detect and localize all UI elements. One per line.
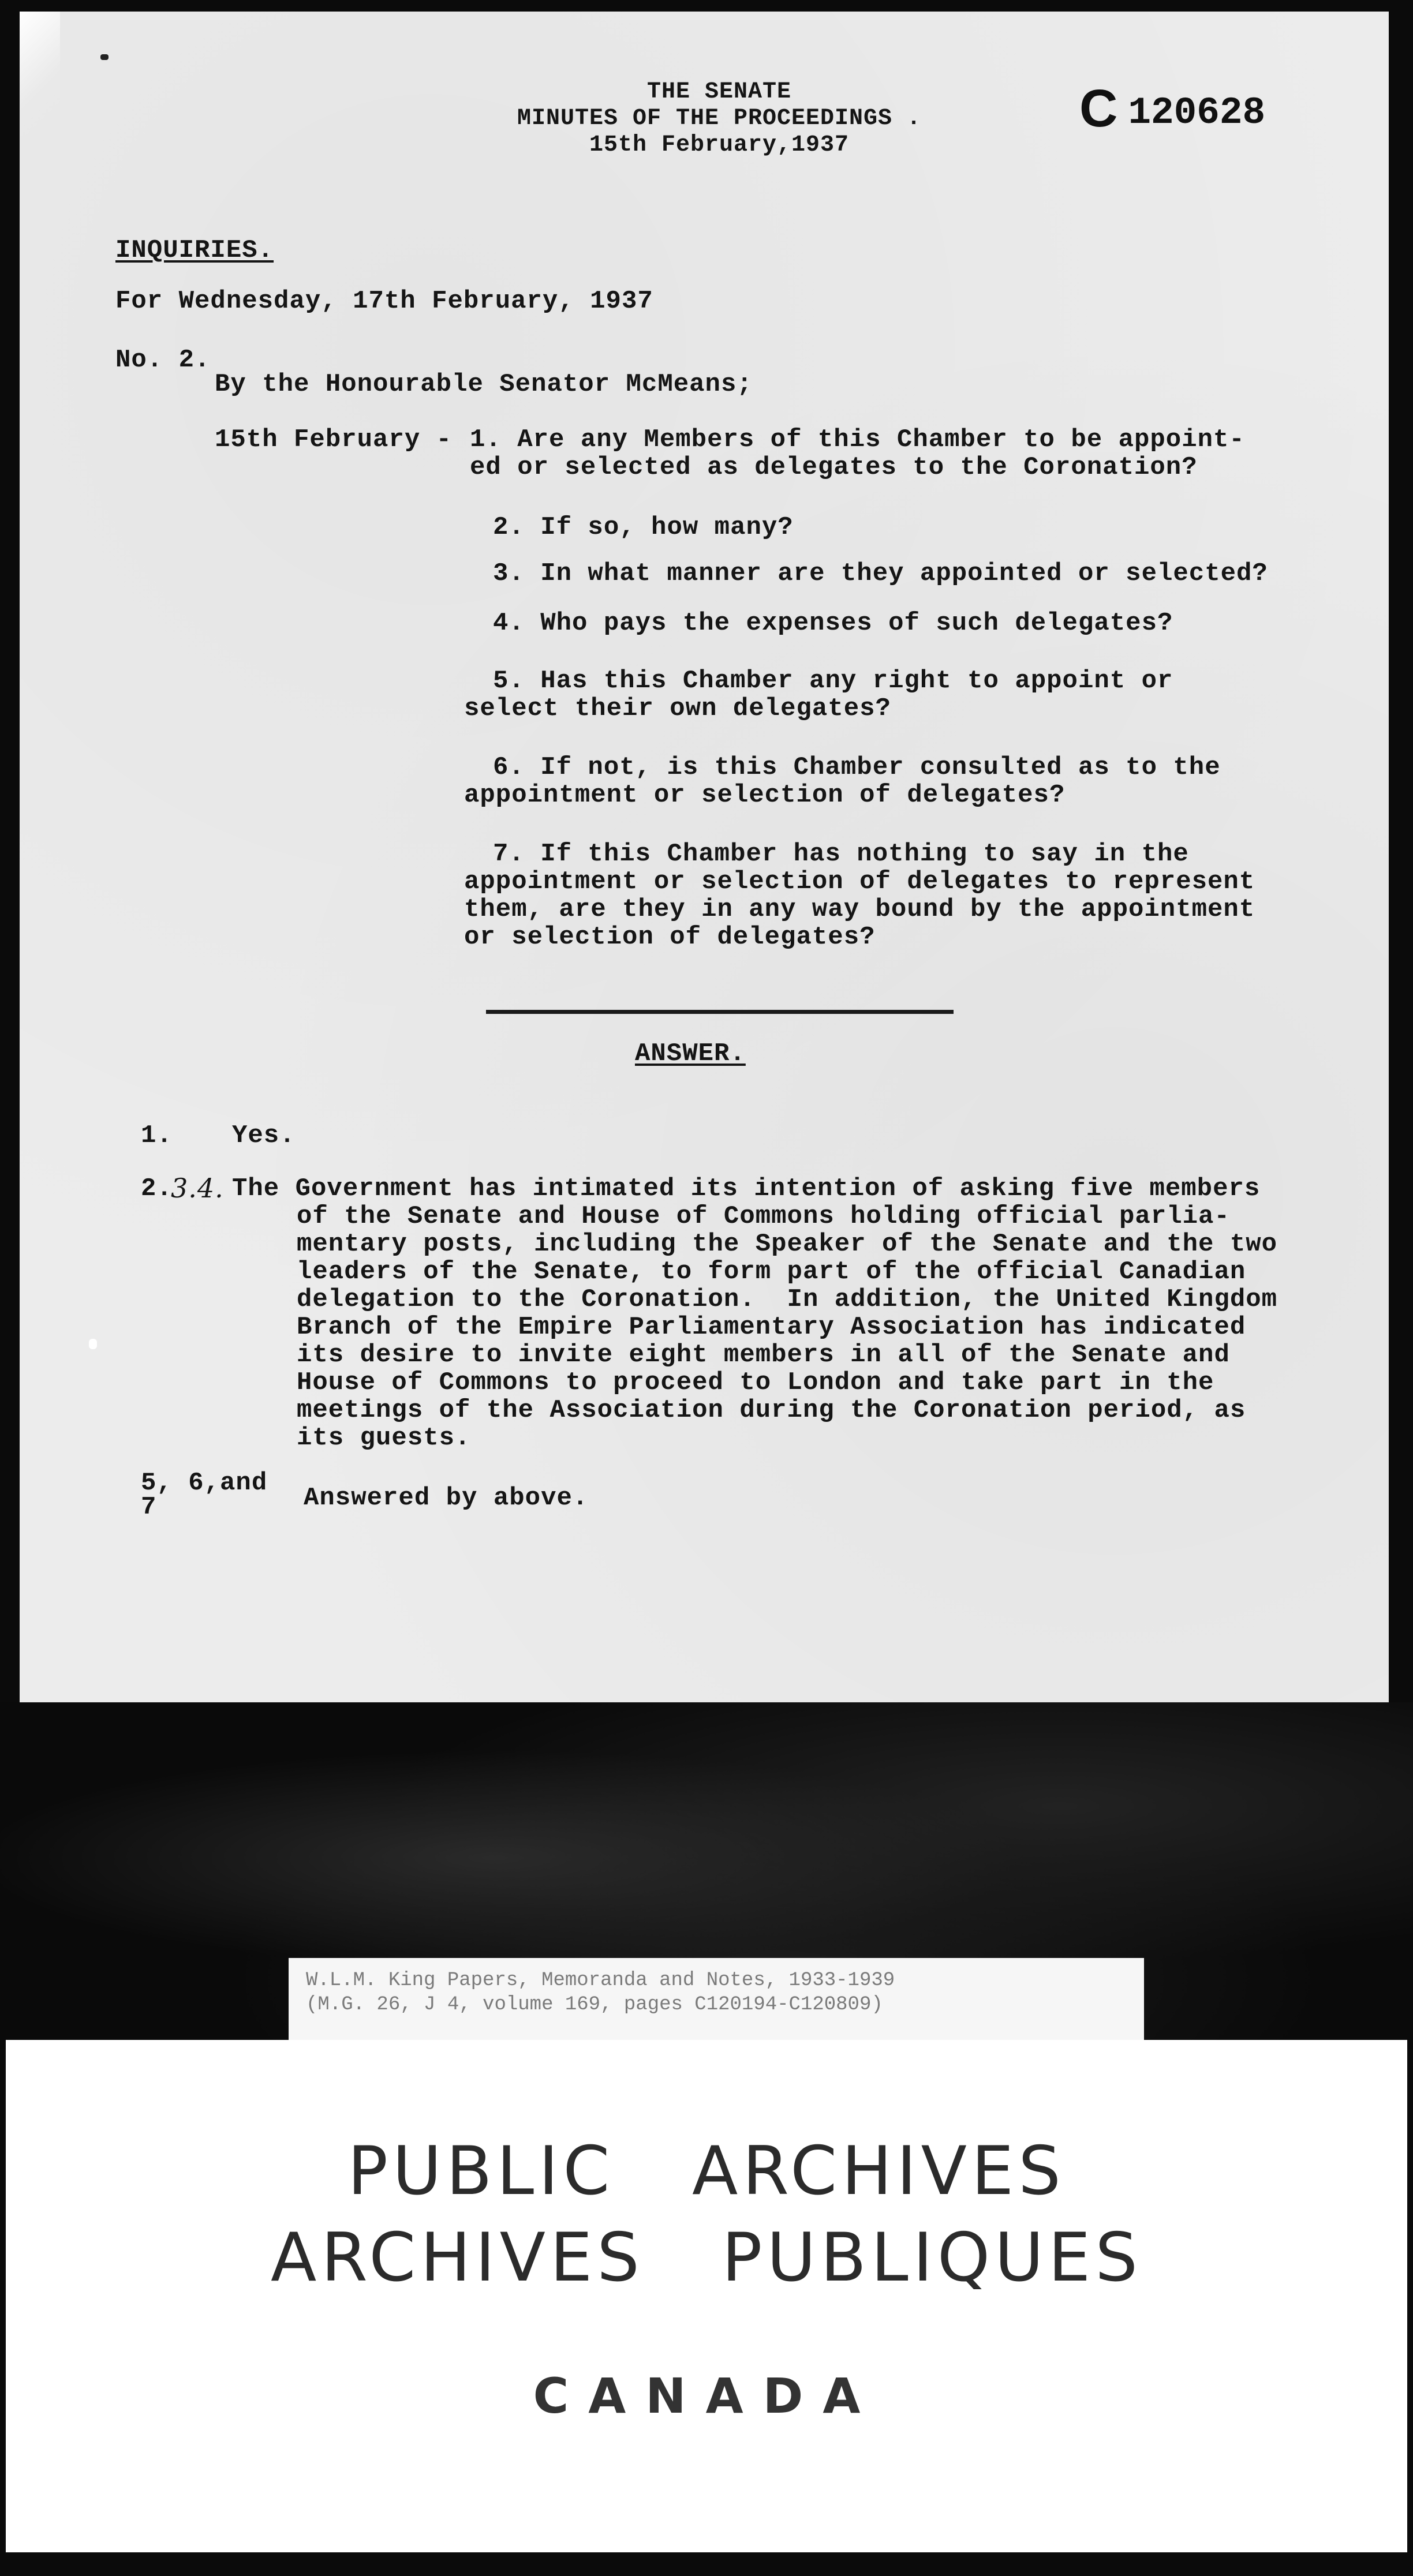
answer-2-line-1: The Government has intimated its intention of asking five members — [232, 1174, 1261, 1203]
ink-mark — [100, 54, 109, 60]
question-6-line-2: appointment or selection of delegates? — [464, 781, 1066, 810]
answer-2-line-5: delegation to the Coronation. In addition, the United Kingdom — [297, 1285, 1278, 1314]
answer-2-line-2: of the Senate and House of Commons holding official parlia- — [297, 1202, 1230, 1231]
document-page — [20, 12, 1389, 1702]
answer-2-handwritten-label: 3.4. — [171, 1173, 224, 1204]
archive-card-country: CANADA — [533, 2368, 880, 2424]
separator-rule — [486, 1010, 954, 1014]
citation-line-1: W.L.M. King Papers, Memoranda and Notes, 1933-1939 — [306, 1970, 895, 1991]
answer-2-line-10: its guests. — [297, 1424, 471, 1452]
answer-1-label: 1. — [141, 1121, 173, 1150]
answer-heading: ANSWER. — [635, 1039, 746, 1068]
header-line-3: 15th February,1937 — [589, 132, 850, 158]
answer-2-line-4: leaders of the Senate, to form part of the official Canadian — [297, 1257, 1246, 1286]
document-number-value: 120628 — [1128, 91, 1266, 134]
question-3: 3. In what manner are they appointed or selected? — [493, 559, 1268, 588]
inquiry-by: By the Honourable Senator McMeans; — [215, 370, 753, 399]
page-corner-fold — [20, 12, 60, 138]
question-7-line-1: 7. If this Chamber has nothing to say in the — [493, 840, 1189, 868]
document-number — [1079, 78, 1265, 139]
answer-2-line-8: House of Commons to proceed to London and take part in the — [297, 1368, 1214, 1397]
answer-2-line-7: its desire to invite eight members in all of the Senate and — [297, 1341, 1230, 1369]
archive-card-line-2: ARCHIVES PUBLIQUES — [271, 2219, 1142, 2297]
question-5-line-2: select their own delegates? — [464, 694, 891, 723]
inquiry-date-label: 15th February - — [215, 425, 453, 454]
question-6-line-1: 6. If not, is this Chamber consulted as to the — [493, 753, 1221, 782]
answer-2-label: 2. — [141, 1174, 173, 1203]
question-7-line-2: appointment or selection of delegates to represent — [464, 867, 1255, 896]
archive-card — [6, 2040, 1407, 2552]
citation-line-2: (M.G. 26, J 4, volume 169, pages C120194-C120809) — [306, 1994, 883, 2016]
question-1-line-2: ed or selected as delegates to the Coronation? — [470, 453, 1198, 482]
answer-2-line-3: mentary posts, including the Speaker of the Senate and the two — [297, 1230, 1278, 1259]
inquiry-number: No. 2. — [115, 346, 211, 375]
answer-5-label-line-1: 5, 6,and — [141, 1469, 268, 1497]
question-7-line-3: them, are they in any way bound by the appointment — [464, 895, 1255, 924]
answer-5-text: Answered by above. — [304, 1484, 589, 1512]
answer-2-line-9: meetings of the Association during the Coronation period, as — [297, 1396, 1246, 1425]
header-line-1: THE SENATE — [646, 79, 792, 105]
archive-card-line-3 — [6, 2368, 1407, 2424]
question-2: 2. If so, how many? — [493, 513, 794, 542]
question-5-line-1: 5. Has this Chamber any right to appoint or — [493, 667, 1173, 695]
question-7-line-4: or selection of delegates? — [464, 923, 876, 952]
answer-2-line-6: Branch of the Empire Parliamentary Association has indicated — [297, 1313, 1246, 1342]
inquiries-heading: INQUIRIES. — [115, 236, 274, 265]
header-line-2: MINUTES OF THE PROCEEDINGS . — [517, 106, 922, 132]
document-number-prefix: C — [1079, 79, 1118, 138]
citation-slip — [289, 1958, 1144, 2046]
inquiries-for-date: For Wednesday, 17th February, 1937 — [115, 287, 653, 316]
question-4: 4. Who pays the expenses of such delegates? — [493, 609, 1173, 638]
archive-card-line-1: PUBLIC ARCHIVES — [347, 2132, 1066, 2210]
question-1-line-1: 1. Are any Members of this Chamber to be appoint- — [470, 425, 1245, 454]
answer-1-text: Yes. — [232, 1121, 296, 1150]
film-speck — [89, 1339, 97, 1349]
answer-5-label-line-2: 7 — [141, 1493, 157, 1522]
